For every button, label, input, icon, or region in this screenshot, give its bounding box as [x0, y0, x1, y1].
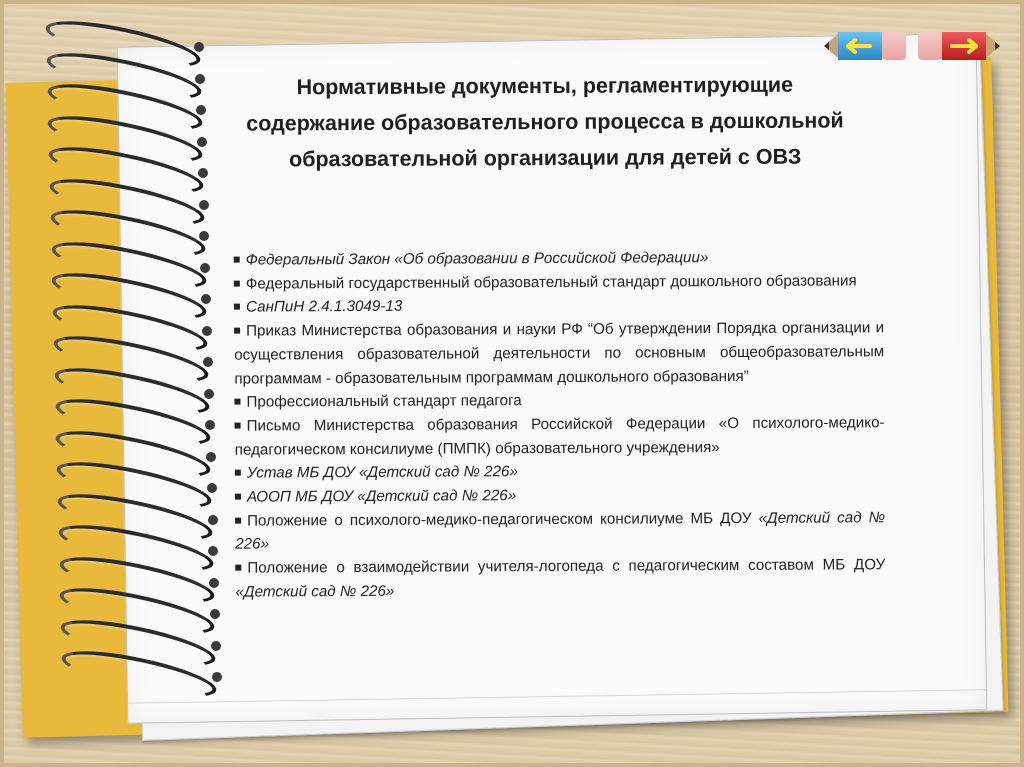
bullet-icon: [235, 423, 241, 429]
arrow-left-icon: [822, 28, 910, 64]
binding-hole: [199, 231, 209, 241]
binding-hole: [211, 641, 221, 651]
arrow-right-icon: [914, 28, 1002, 64]
bullet-icon: [235, 470, 241, 476]
bullet-icon: [234, 257, 240, 263]
documents-list: [234, 245, 886, 604]
page-title: Нормативные документы, регламентирующие содержание образовательного процесса в дошкольной образовательной организации для детей с ОВЗ: [246, 72, 844, 172]
bullet-icon: [234, 304, 240, 310]
binding-hole: [194, 42, 204, 52]
next-slide-button[interactable]: [914, 28, 1002, 64]
binding-hole: [204, 389, 214, 399]
binding-hole: [199, 200, 209, 210]
page-edge-line: [128, 689, 986, 703]
binding-hole: [201, 294, 211, 304]
binding-hole: [212, 672, 222, 682]
binding-hole: [208, 546, 218, 556]
list-item: Положение о психолого-медико-педагогическом консилиуме МБ ДОУ «Детский сад № 226»: [235, 508, 886, 554]
bullet-icon: [235, 517, 241, 523]
list-item: Приказ Министерства образования и науки РФ “Об утверждении Порядка организации и осуществления образовательной деятельности по основным общеобразовательным программам - образовательным программам дошкольного образования”: [234, 319, 885, 388]
bullet-icon: [234, 399, 240, 405]
bullet-icon: [235, 494, 241, 500]
binding-hole: [206, 452, 216, 462]
bullet-icon: [234, 328, 240, 334]
list-item: АООП МБ ДОУ «Детский сад № 226»: [235, 482, 885, 509]
binding-hole: [205, 420, 215, 430]
binding-hole: [210, 609, 220, 619]
binding-hole: [209, 578, 219, 588]
binding-hole: [200, 263, 210, 273]
list-item: Устав МБ ДОУ «Детский сад № 226»: [235, 459, 885, 486]
list-item: Письмо Министерства образования Российской Федерации «О психолого-медико-педагогическом консилиуме (ПМПК) образовательного учреждения»: [234, 414, 885, 459]
prev-slide-button[interactable]: [822, 28, 910, 64]
binding-hole: [203, 357, 213, 367]
list-item: Положение о взаимодействии учителя-логопеда с педагогическим составом МБ ДОУ «Детский сад № 226»: [235, 556, 886, 601]
bullet-icon: [234, 280, 240, 286]
binding-hole: [207, 483, 217, 493]
list-item: Профессиональный стандарт педагога: [234, 387, 884, 414]
binding-hole: [202, 326, 212, 336]
list-item: СанПиН 2.4.1.3049-13: [234, 293, 884, 320]
binding-hole: [208, 515, 218, 525]
bullet-icon: [235, 565, 241, 571]
list-item: Федеральный Закон «Об образовании в Российской Федерации»: [234, 245, 884, 272]
slide-content: [200, 66, 891, 601]
list-item: Федеральный государственный образовательный стандарт дошкольного образования: [234, 269, 884, 296]
